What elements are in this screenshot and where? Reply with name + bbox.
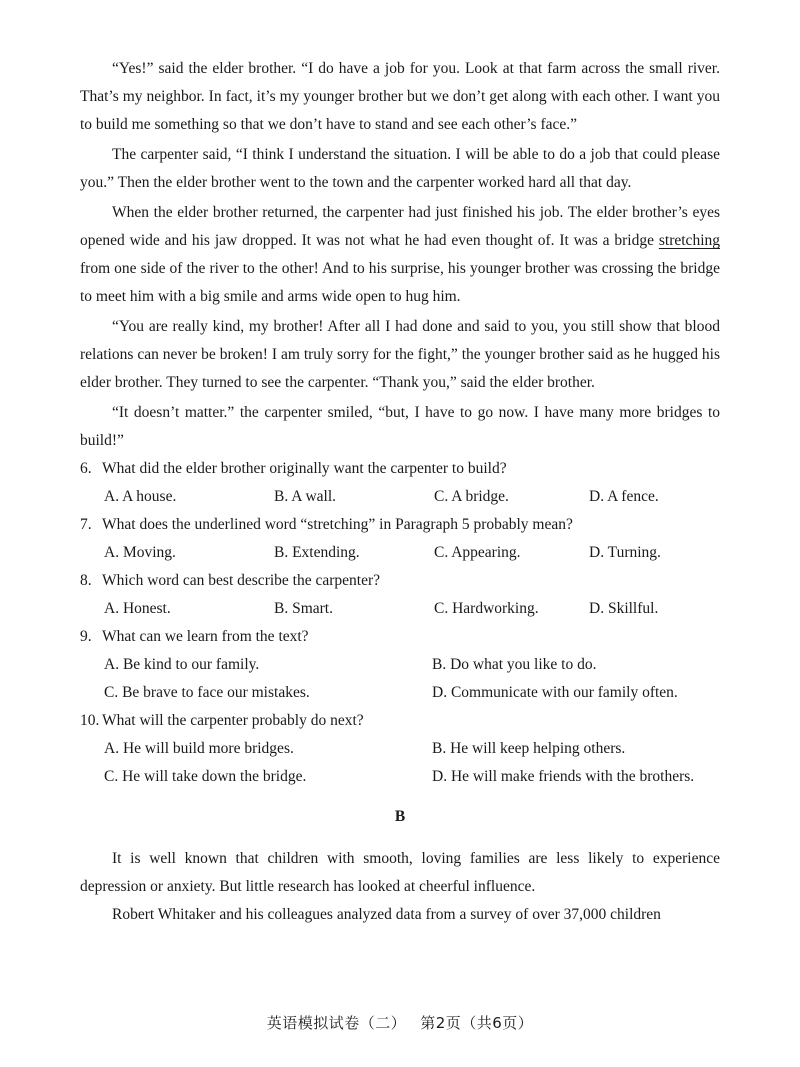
- passage-b-paragraph-2: Robert Whitaker and his colleagues analyzed data from a survey of over 37,000 children: [112, 906, 661, 923]
- passage-b-paragraph-1: It is well known that children with smooth, loving families are less likely to experience depression or anxiety. But little research has looked at cheerful influence.: [80, 850, 720, 895]
- question-6: [80, 455, 720, 511]
- question-text: What did the elder brother originally want the carpenter to build?: [102, 460, 507, 477]
- passage-a-paragraph-2: The carpenter said, “I think I understand the situation. I will be able to do a job that could please you.” Then the elder brother went to the town and the carpenter worked hard all that day.: [80, 146, 720, 191]
- options-row: [80, 651, 720, 679]
- option-a: A. Moving.: [104, 544, 176, 561]
- option-d: D. Turning.: [589, 544, 661, 561]
- question-text: What will the carpenter probably do next?: [102, 712, 364, 729]
- option-d: D. He will make friends with the brothers.: [432, 768, 695, 785]
- question-number: 10.: [80, 712, 100, 729]
- question-text: What does the underlined word “stretching” in Paragraph 5 probably mean?: [102, 516, 573, 533]
- options-row: [80, 595, 720, 623]
- option-a: A. Be kind to our family.: [104, 656, 260, 673]
- options-row: [80, 763, 720, 791]
- options-row: [80, 679, 720, 707]
- option-b: B. He will keep helping others.: [432, 740, 626, 757]
- option-b: B. Smart.: [274, 600, 333, 617]
- footer-page-number: 第2页（共6页）: [420, 1014, 534, 1032]
- option-b: B. A wall.: [274, 488, 337, 505]
- passage-a-paragraph-4: “You are really kind, my brother! After all I had done and said to you, you still show that blood relations can never be broken! I am truly sorry for the fight,” the younger brother said as he hugged his elder brother. They turned to see the carpenter. “Thank you,” said the elder brother.: [80, 318, 720, 391]
- option-a: A. He will build more bridges.: [104, 740, 294, 757]
- passage-a-paragraph-3: [80, 199, 720, 311]
- question-number: 6.: [80, 460, 92, 477]
- question-stem: [80, 511, 720, 539]
- options-row: [80, 539, 720, 567]
- paragraph-3-text-before: When the elder brother returned, the carpenter had just finished his job. The elder brother’s eyes opened wide and his jaw dropped. It was not what he had even thought of. It was a bridge: [80, 204, 720, 249]
- options-row: [80, 735, 720, 763]
- question-number: 9.: [80, 628, 92, 645]
- option-d: D. A fence.: [589, 488, 659, 505]
- question-stem: [80, 623, 720, 651]
- footer-exam-title: 英语模拟试卷（二）: [266, 1014, 407, 1032]
- question-text: Which word can best describe the carpenter?: [102, 572, 381, 589]
- question-number: 7.: [80, 516, 92, 533]
- options-row: [80, 483, 720, 511]
- question-7: [80, 511, 720, 567]
- option-a: A. Honest.: [104, 600, 171, 617]
- question-9: [80, 623, 720, 707]
- page-footer: [0, 1012, 800, 1033]
- passage-a-paragraph-5: “It doesn’t matter.” the carpenter smiled, “but, I have to go now. I have many more bridges to build!”: [80, 404, 720, 449]
- option-b: B. Extending.: [274, 544, 360, 561]
- question-stem: [80, 567, 720, 595]
- section-b-heading: B: [394, 808, 406, 825]
- question-stem: [80, 455, 720, 483]
- question-stem: [80, 707, 720, 735]
- question-number: 8.: [80, 572, 92, 589]
- option-d: D. Skillful.: [589, 600, 659, 617]
- option-c: C. A bridge.: [434, 488, 509, 505]
- option-a: A. A house.: [104, 488, 177, 505]
- passage-a-paragraph-1: “Yes!” said the elder brother. “I do have a job for you. Look at that farm across the small river. That’s my neighbor. In fact, it’s my younger brother but we don’t get along with each other. I want you to build me something so that we don’t have to stand and see each other’s face.”: [80, 60, 720, 133]
- question-text: What can we learn from the text?: [102, 628, 309, 645]
- option-c: C. He will take down the bridge.: [104, 768, 307, 785]
- option-c: C. Be brave to face our mistakes.: [104, 684, 310, 701]
- option-c: C. Hardworking.: [434, 600, 539, 617]
- option-c: C. Appearing.: [434, 544, 521, 561]
- option-b: B. Do what you like to do.: [432, 656, 597, 673]
- paragraph-3-text-after: from one side of the river to the other! And to his surprise, his younger brother was crossing the bridge to meet him with a big smile and arms wide open to hug him.: [80, 260, 720, 305]
- option-d: D. Communicate with our family often.: [432, 684, 678, 701]
- question-10: [80, 707, 720, 791]
- page-content: [80, 55, 720, 929]
- underlined-word-stretching: stretching: [658, 232, 720, 249]
- question-8: [80, 567, 720, 623]
